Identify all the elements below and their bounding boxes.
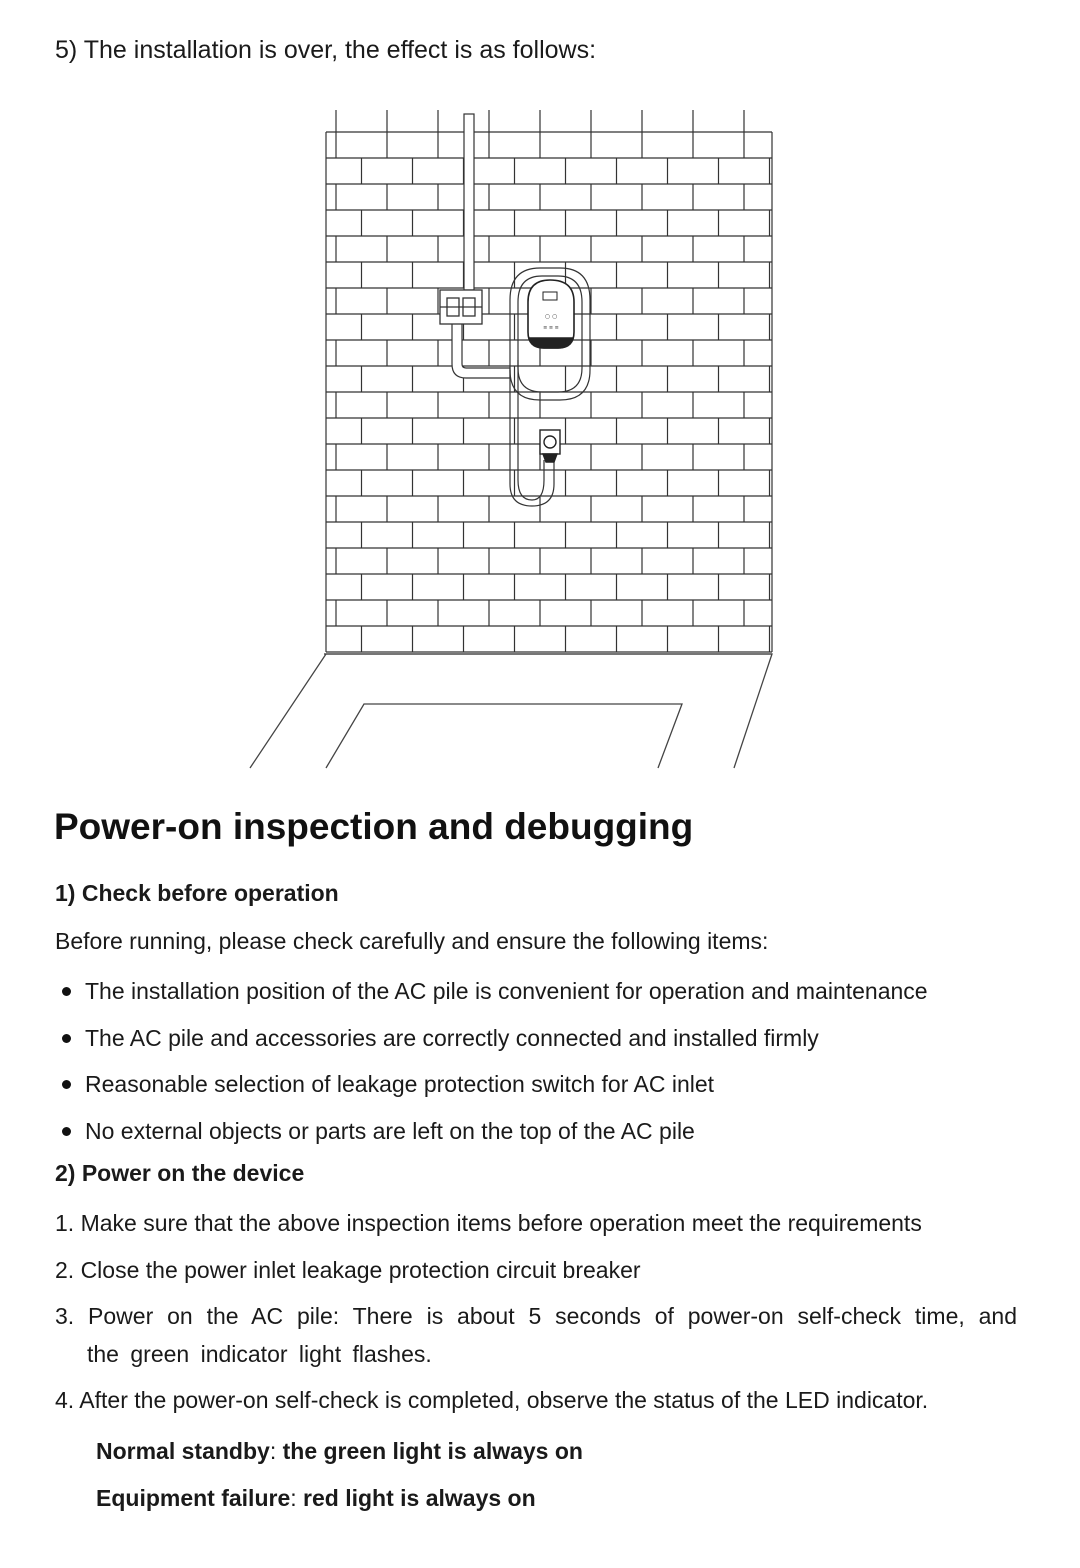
installation-drawing (240, 100, 800, 780)
status-failure: Equipment failure: red light is always on (96, 1485, 536, 1511)
check-intro: Before running, please check carefully and ensure the following items: (55, 928, 769, 954)
power-heading-text: Power on the device (81, 1160, 305, 1186)
step-item: 2. Close the power inlet leakage protection circuit breaker (55, 1256, 641, 1283)
brick-wall (324, 110, 772, 654)
intro-text: The installation is over, the effect is as follows: (83, 36, 597, 64)
status-label: Normal standby (96, 1438, 270, 1464)
power-number: 2) (55, 1160, 76, 1186)
status-label: Equipment failure (96, 1485, 291, 1511)
list-item: No external objects or parts are left on the top of the AC pile (55, 1112, 928, 1159)
installation-illustration (240, 100, 800, 780)
parking-floor (250, 654, 772, 768)
power-heading (55, 1160, 304, 1187)
gun-holster (540, 430, 560, 462)
intro-line (55, 36, 596, 65)
step-item: 4. After the power-on self-check is completed, observe the status of the LED indicator. (55, 1387, 929, 1413)
breaker-box (440, 290, 482, 324)
status-normal: Normal standby: the green light is always on (96, 1438, 583, 1464)
step-item-continued: the green indicator light flashes. (87, 1341, 432, 1367)
check-heading-text: Check before operation (81, 880, 339, 906)
step-item: 1. Make sure that the above inspection items before operation meet the requirements (55, 1210, 922, 1236)
power-steps (55, 1204, 1017, 1428)
check-number: 1) (55, 880, 76, 906)
charger-buttons-label: ○ ○ (544, 313, 558, 320)
section-title: Power-on inspection and debugging (54, 806, 694, 847)
status-value: red light is always on (303, 1485, 536, 1511)
status-value: the green light is always on (282, 1438, 583, 1464)
charger-model-label: ≡ ≡ ≡ (543, 325, 559, 331)
check-list (55, 972, 928, 1158)
list-item: The AC pile and accessories are correctly connected and installed firmly (55, 1019, 928, 1066)
list-item: Reasonable selection of leakage protection switch for AC inlet (55, 1065, 928, 1112)
intro-number: 5) (55, 36, 78, 64)
list-item: The installation position of the AC pile is convenient for operation and maintenance (55, 972, 928, 1019)
step-item: 3. Power on the AC pile: There is about 5 seconds of power-on self-check time, and (55, 1303, 1017, 1329)
ac-charger (528, 280, 574, 348)
check-heading (55, 880, 339, 907)
power-conduit (452, 114, 510, 378)
